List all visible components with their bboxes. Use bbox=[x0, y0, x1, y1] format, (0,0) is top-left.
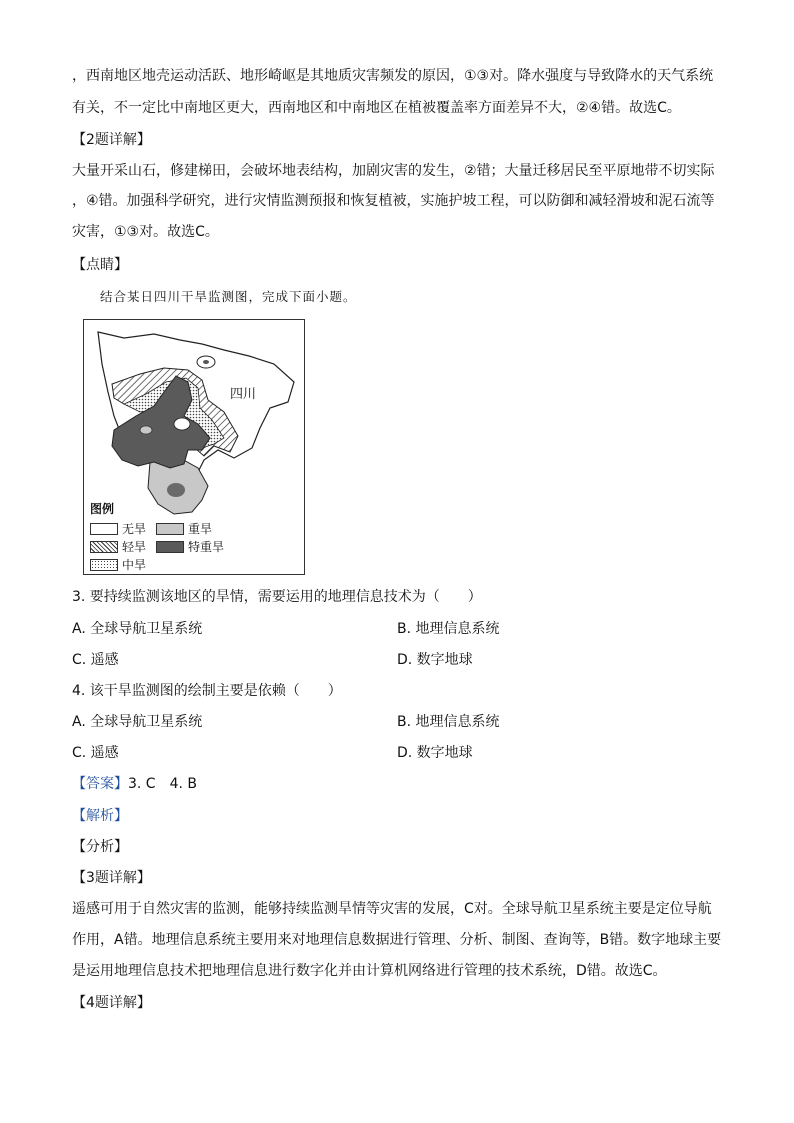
legend-swatch-extreme bbox=[156, 541, 184, 553]
legend-swatch-none bbox=[90, 523, 118, 535]
para2-line3: 灾害，①③对。故选C。 bbox=[72, 224, 219, 240]
q3-option-b: B. 地理信息系统 bbox=[397, 621, 500, 637]
answer-label: 【答案】 bbox=[72, 776, 128, 792]
para2-line1: 大量开采山石，修建梯田，会破坏地表结构，加剧灾害的发生，②错；大量迁移居民至平原地带不切实际 bbox=[72, 163, 715, 179]
q3-header: 【3题详解】 bbox=[72, 870, 151, 886]
legend-label-light: 轻旱 bbox=[122, 540, 147, 554]
legend-label-severe: 重旱 bbox=[188, 522, 213, 536]
drought-map bbox=[83, 319, 305, 575]
sichuan-label: 四川 bbox=[230, 386, 257, 401]
answer-text: 3. C 4. B bbox=[128, 776, 197, 792]
para3-line1: 遥感可用于自然灾害的监测，能够持续监测旱情等灾害的发展，C对。全球导航卫星系统主要是定位导航 bbox=[72, 901, 712, 917]
q2-header: 【2题详解】 bbox=[72, 132, 151, 148]
fenxi-header: 【分析】 bbox=[72, 839, 128, 855]
para1-line2: 有关，不一定比中南地区更大，西南地区和中南地区在植被覆盖率方面差异不大，②④错。故选C。 bbox=[72, 100, 681, 116]
q3-option-c: C. 遥感 bbox=[72, 652, 119, 668]
legend-label-none: 无旱 bbox=[122, 522, 147, 536]
legend-label-medium: 中旱 bbox=[122, 558, 147, 572]
q4-option-a: A. 全球导航卫星系统 bbox=[72, 714, 203, 730]
legend-label-extreme: 特重旱 bbox=[188, 540, 225, 554]
para3-line3: 是运用地理信息技术把地理信息进行数字化并由计算机网络进行管理的技术系统，D错。故选C。 bbox=[72, 963, 667, 979]
legend-swatch-severe bbox=[156, 523, 184, 535]
q4-option-c: C. 遥感 bbox=[72, 745, 119, 761]
legend-swatch-light bbox=[90, 541, 118, 553]
map-intro: 结合某日四川干旱监测图，完成下面小题。 bbox=[100, 289, 357, 304]
dianjing-header: 【点睛】 bbox=[72, 257, 128, 273]
para1-line1: ，西南地区地壳运动活跃、地形崎岖是其地质灾害频发的原因，①③对。降水强度与导致降水的天气系统 bbox=[72, 68, 714, 84]
q4-option-b: B. 地理信息系统 bbox=[397, 714, 500, 730]
q3-option-a: A. 全球导航卫星系统 bbox=[72, 621, 203, 637]
q3-option-d: D. 数字地球 bbox=[397, 652, 473, 668]
q4-header: 【4题详解】 bbox=[72, 995, 151, 1011]
jiexi-header: 【解析】 bbox=[72, 808, 128, 824]
answer-line bbox=[72, 774, 197, 794]
q4-stem: 4. 该干旱监测图的绘制主要是依赖（ ） bbox=[72, 683, 342, 699]
q3-stem: 3. 要持续监测该地区的旱情，需要运用的地理信息技术为（ ） bbox=[72, 589, 482, 605]
legend-title: 图例 bbox=[90, 502, 115, 516]
q4-option-d: D. 数字地球 bbox=[397, 745, 473, 761]
para2-line2: ，④错。加强科学研究，进行灾情监测预报和恢复植被，实施护坡工程，可以防御和减轻滑坡和泥石流等 bbox=[72, 193, 715, 209]
legend-swatch-medium bbox=[90, 559, 118, 571]
para3-line2: 作用，A错。地理信息系统主要用来对地理信息数据进行管理、分析、制图、查询等，B错。数字地球主要 bbox=[72, 932, 722, 948]
